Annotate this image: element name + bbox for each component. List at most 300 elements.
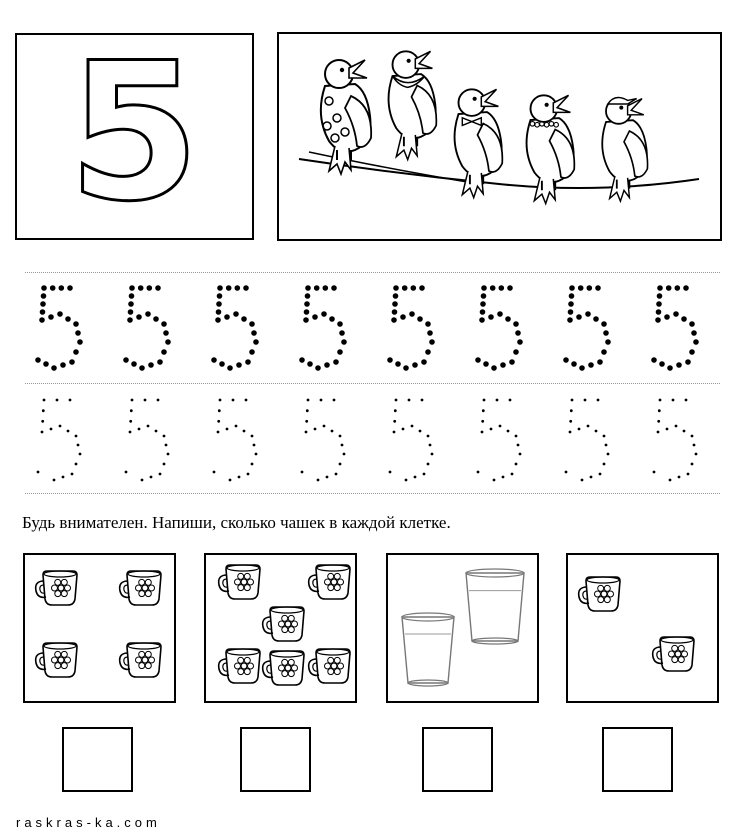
trace-dot: [62, 476, 65, 479]
trace-dot: [664, 314, 670, 320]
trace-dot: [59, 285, 65, 291]
trace-dot: [569, 285, 575, 291]
trace-dot: [425, 321, 431, 327]
picture-box-4: [566, 553, 719, 703]
trace-dot: [480, 309, 486, 315]
trace-dot: [226, 428, 229, 431]
answer-box-4[interactable]: [602, 727, 673, 792]
trace-dot: [129, 431, 132, 434]
trace-dot: [314, 428, 317, 431]
trace-dot: [41, 420, 44, 423]
trace-dot: [605, 339, 611, 345]
trace-dot: [67, 430, 70, 433]
trace-dot: [243, 285, 249, 291]
trace-dot: [337, 349, 343, 355]
dotted-five: [565, 399, 610, 482]
trace-dot: [165, 444, 168, 447]
trace-dot: [655, 317, 661, 323]
trace-dot: [657, 420, 660, 423]
trace-dot: [657, 293, 663, 299]
trace-dot: [389, 471, 392, 474]
trace-dot: [481, 293, 487, 299]
trace-dot: [683, 285, 689, 291]
dotted-five: [213, 399, 258, 482]
site-watermark: raskras-ka.com: [16, 815, 161, 830]
dotted-five: [35, 285, 83, 371]
trace-dot: [576, 314, 582, 320]
trace-dot: [219, 399, 222, 402]
trace-dot: [587, 285, 593, 291]
trace-dot: [305, 285, 311, 291]
trace-dot: [569, 431, 572, 434]
numeral-five-outline: [17, 35, 252, 238]
trace-dot: [341, 339, 347, 345]
trace-dot: [217, 420, 220, 423]
trace-dot: [245, 359, 251, 365]
trace-dot: [584, 399, 587, 402]
trace-dot: [60, 362, 66, 368]
trace-dot: [585, 311, 591, 317]
trace-dot: [392, 301, 398, 307]
trace-dot: [513, 349, 519, 355]
trace-dot: [217, 431, 220, 434]
trace-dot: [215, 317, 221, 323]
trace-dot: [73, 349, 79, 355]
trace-dot: [421, 359, 427, 365]
trace-dot: [57, 311, 63, 317]
trace-dot: [656, 309, 662, 315]
trace-dot: [672, 399, 675, 402]
trace-dot: [678, 476, 681, 479]
trace-dot: [37, 471, 40, 474]
guide-line: [25, 383, 720, 384]
trace-dot: [667, 365, 673, 371]
trace-dot: [216, 301, 222, 307]
trace-dot: [651, 357, 657, 363]
dotted-five: [125, 399, 170, 482]
trace-dot: [41, 285, 47, 291]
trace-dot: [69, 399, 72, 402]
trace-dot: [161, 349, 167, 355]
cup-icon: [36, 643, 77, 677]
trace-dot: [217, 293, 223, 299]
trace-dot: [657, 285, 663, 291]
trace-dot: [681, 316, 687, 322]
trace-dot: [167, 453, 170, 456]
trace-dot: [394, 409, 397, 412]
trace-dot: [56, 399, 59, 402]
trace-dot: [483, 361, 489, 367]
dotted-five: [653, 399, 698, 482]
trace-dot: [412, 362, 418, 368]
trace-dot: [402, 285, 408, 291]
trace-dot: [129, 285, 135, 291]
dotted-five: [651, 285, 699, 371]
trace-dot: [689, 321, 695, 327]
trace-dot: [41, 431, 44, 434]
answer-box-1[interactable]: [62, 727, 133, 792]
trace-dot: [147, 425, 150, 428]
birds-illustration: [279, 34, 720, 239]
trace-dot: [304, 309, 310, 315]
dotted-five: [387, 285, 435, 371]
trace-dot: [129, 420, 132, 423]
trace-dot: [400, 314, 406, 320]
trace-dot: [656, 301, 662, 307]
cup-icon: [309, 565, 350, 599]
trace-dot: [511, 473, 514, 476]
trace-dot: [590, 476, 593, 479]
numeral-panel: [15, 33, 254, 240]
trace-dot: [431, 453, 434, 456]
dotted-five: [563, 285, 611, 371]
trace-dot: [429, 444, 432, 447]
trace-dot: [393, 420, 396, 423]
trace-dot: [419, 285, 425, 291]
trace-dot: [475, 357, 481, 363]
trace-dot: [323, 425, 326, 428]
trace-dot: [153, 316, 159, 322]
trace-dot: [39, 317, 45, 323]
trace-dot: [483, 399, 486, 402]
trace-dot: [570, 409, 573, 412]
trace-dot: [161, 321, 167, 327]
trace-dot: [331, 430, 334, 433]
trace-dot: [669, 479, 672, 482]
trace-dot: [235, 425, 238, 428]
bird-icon: [321, 60, 371, 174]
trace-dot: [343, 453, 346, 456]
trace-dot: [301, 471, 304, 474]
trace-dot: [43, 361, 49, 367]
trace-dot: [35, 357, 41, 363]
trace-dot: [157, 399, 160, 402]
trace-dot: [666, 285, 672, 291]
trace-dot: [657, 431, 660, 434]
trace-dot: [419, 430, 422, 433]
trace-dot: [423, 473, 426, 476]
trace-dot: [493, 479, 496, 482]
trace-dot: [238, 476, 241, 479]
trace-dot: [693, 339, 699, 345]
trace-dot: [163, 330, 169, 336]
trace-dot: [597, 359, 603, 365]
trace-dot: [658, 409, 661, 412]
trace-dot: [563, 357, 569, 363]
picture-box-2: [204, 553, 357, 703]
trace-dot: [125, 471, 128, 474]
trace-dot: [324, 362, 330, 368]
trace-dot: [691, 463, 694, 466]
cup-icon: [120, 643, 161, 677]
trace-dot: [565, 471, 568, 474]
guide-line: [25, 493, 720, 494]
trace-dot: [323, 285, 329, 291]
trace-dot: [329, 316, 335, 322]
trace-dot: [659, 361, 665, 367]
trace-dot: [425, 349, 431, 355]
trace-dot: [42, 409, 45, 412]
trace-dot: [130, 409, 133, 412]
trace-dot: [312, 314, 318, 320]
bird-icon: [389, 51, 437, 159]
trace-dot: [393, 293, 399, 299]
trace-dot: [693, 444, 696, 447]
trace-dot: [251, 463, 254, 466]
trace-dot: [314, 285, 320, 291]
trace-dot: [408, 399, 411, 402]
trace-dot: [136, 314, 142, 320]
trace-dot: [253, 339, 259, 345]
cup-icon: [653, 637, 694, 671]
trace-dot: [395, 361, 401, 367]
trace-dot: [568, 301, 574, 307]
trace-dot: [393, 431, 396, 434]
trace-dot: [571, 399, 574, 402]
trace-dot: [138, 428, 141, 431]
trace-dot: [691, 435, 694, 438]
trace-dot: [393, 285, 399, 291]
cup-icon: [36, 571, 77, 605]
trace-dot: [567, 317, 573, 323]
trace-dot: [685, 399, 688, 402]
trace-dot: [427, 435, 430, 438]
trace-dot: [251, 330, 257, 336]
trace-dot: [491, 365, 497, 371]
trace-dot: [513, 321, 519, 327]
trace-dot: [211, 357, 217, 363]
trace-dot: [500, 362, 506, 368]
trace-dot: [50, 285, 56, 291]
trace-dot: [605, 444, 608, 447]
trace-dot: [147, 285, 153, 291]
trace-dot: [247, 473, 250, 476]
trace-dot: [417, 316, 423, 322]
trace-dot: [571, 361, 577, 367]
trace-dot: [603, 463, 606, 466]
trace-dot: [299, 357, 305, 363]
trace-dot: [127, 317, 133, 323]
trace-dot: [315, 365, 321, 371]
glass-icon: [466, 569, 524, 644]
trace-dot: [482, 409, 485, 412]
cup-icon: [309, 649, 350, 683]
trace-dot: [337, 321, 343, 327]
trace-dot: [53, 479, 56, 482]
dotted-five: [299, 285, 347, 371]
trace-dot: [226, 285, 232, 291]
trace-dot: [569, 293, 575, 299]
instruction-text: Будь внимателен. Напиши, сколько чашек в каждой клетке.: [22, 513, 451, 532]
trace-dot: [402, 428, 405, 431]
trace-dot: [695, 453, 698, 456]
trace-dot: [599, 473, 602, 476]
trace-dot: [339, 435, 342, 438]
trace-dot: [75, 435, 78, 438]
trace-dot: [673, 311, 679, 317]
trace-dot: [213, 471, 216, 474]
picture-box-1: [23, 553, 176, 703]
trace-dot: [427, 330, 433, 336]
trace-dot: [497, 311, 503, 317]
trace-dot: [689, 349, 695, 355]
picture-box-3: [386, 553, 539, 703]
trace-dot: [148, 362, 154, 368]
trace-dot: [307, 361, 313, 367]
trace-dot: [579, 365, 585, 371]
trace-dot: [155, 285, 161, 291]
trace-dot: [588, 362, 594, 368]
trace-dot: [128, 309, 134, 315]
trace-dot: [488, 314, 494, 320]
trace-dot: [131, 399, 134, 402]
trace-dot: [249, 349, 255, 355]
trace-dot: [519, 453, 522, 456]
cup-icon: [263, 651, 304, 685]
trace-dot: [597, 399, 600, 402]
trace-row-sparse: [22, 388, 722, 488]
trace-dot: [480, 301, 486, 307]
trace-dot: [578, 428, 581, 431]
trace-dot: [50, 428, 53, 431]
trace-dot: [163, 463, 166, 466]
trace-dot: [603, 330, 609, 336]
trace-dot: [515, 330, 521, 336]
trace-dot: [427, 463, 430, 466]
trace-dot: [517, 444, 520, 447]
trace-dot: [236, 362, 242, 368]
trace-dot: [502, 476, 505, 479]
trace-dot: [481, 285, 487, 291]
trace-dot: [568, 309, 574, 315]
trace-dot: [490, 285, 496, 291]
trace-dot: [48, 314, 54, 320]
trace-dot: [157, 359, 163, 365]
dotted-five: [211, 285, 259, 371]
cup-icon: [219, 649, 260, 683]
trace-dot: [683, 430, 686, 433]
trace-dot: [218, 409, 221, 412]
trace-dot: [477, 471, 480, 474]
trace-dot: [144, 399, 147, 402]
trace-dot: [141, 479, 144, 482]
trace-dot: [128, 301, 134, 307]
cup-icon: [219, 565, 260, 599]
trace-dot: [305, 293, 311, 299]
trace-dot: [515, 435, 518, 438]
trace-dot: [67, 285, 73, 291]
answer-box-3[interactable]: [422, 727, 493, 792]
trace-dot: [73, 321, 79, 327]
trace-dot: [305, 420, 308, 423]
trace-dot: [569, 420, 572, 423]
trace-dot: [587, 425, 590, 428]
trace-dot: [507, 285, 513, 291]
guide-line: [25, 272, 720, 273]
trace-dot: [155, 430, 158, 433]
trace-dot: [593, 316, 599, 322]
trace-dot: [253, 444, 256, 447]
trace-dot: [414, 476, 417, 479]
trace-dot: [675, 425, 678, 428]
numeral-text: 5: [67, 35, 201, 238]
trace-dot: [405, 479, 408, 482]
dotted-five: [301, 399, 346, 482]
trace-dot: [429, 339, 435, 345]
trace-dot: [138, 285, 144, 291]
trace-dot: [305, 431, 308, 434]
dotted-five: [389, 399, 434, 482]
trace-dot: [595, 430, 598, 433]
trace-dot: [320, 399, 323, 402]
trace-dot: [331, 285, 337, 291]
trace-dot: [43, 399, 46, 402]
trace-dot: [578, 285, 584, 291]
trace-dot: [333, 359, 339, 365]
trace-dot: [479, 317, 485, 323]
trace-dot: [676, 362, 682, 368]
trace-dot: [321, 311, 327, 317]
trace-dot: [131, 361, 137, 367]
trace-dot: [687, 473, 690, 476]
trace-dot: [481, 431, 484, 434]
trace-dot: [229, 479, 232, 482]
trace-dot: [659, 399, 662, 402]
dotted-five: [475, 285, 523, 371]
trace-dot: [317, 479, 320, 482]
trace-dot: [69, 359, 75, 365]
trace-dot: [326, 476, 329, 479]
trace-dot: [499, 285, 505, 291]
trace-dot: [515, 463, 518, 466]
trace-dot: [595, 285, 601, 291]
trace-dot: [409, 311, 415, 317]
cup-icon: [579, 577, 620, 611]
trace-dot: [249, 321, 255, 327]
trace-dot: [235, 285, 241, 291]
trace-dot: [481, 420, 484, 423]
trace-dot: [40, 309, 46, 315]
trace-dot: [675, 285, 681, 291]
trace-dot: [65, 316, 71, 322]
trace-dot: [307, 399, 310, 402]
trace-dot: [159, 473, 162, 476]
cup-icon: [263, 607, 304, 641]
trace-dot: [123, 357, 129, 363]
trace-dot: [335, 473, 338, 476]
trace-dot: [303, 317, 309, 323]
answer-box-2[interactable]: [240, 727, 311, 792]
trace-dot: [387, 357, 393, 363]
trace-dot: [496, 399, 499, 402]
dotted-five: [37, 399, 82, 482]
trace-dot: [653, 471, 656, 474]
trace-dot: [411, 285, 417, 291]
trace-dot: [41, 293, 47, 299]
trace-dot: [241, 316, 247, 322]
trace-dot: [392, 309, 398, 315]
trace-dot: [339, 330, 345, 336]
trace-dot: [517, 339, 523, 345]
trace-dot: [51, 365, 57, 371]
trace-dot: [251, 435, 254, 438]
trace-dot: [341, 444, 344, 447]
glass-icon: [402, 613, 454, 686]
trace-dot: [685, 359, 691, 365]
trace-dot: [129, 293, 135, 299]
trace-dot: [75, 330, 81, 336]
trace-dot: [255, 453, 258, 456]
